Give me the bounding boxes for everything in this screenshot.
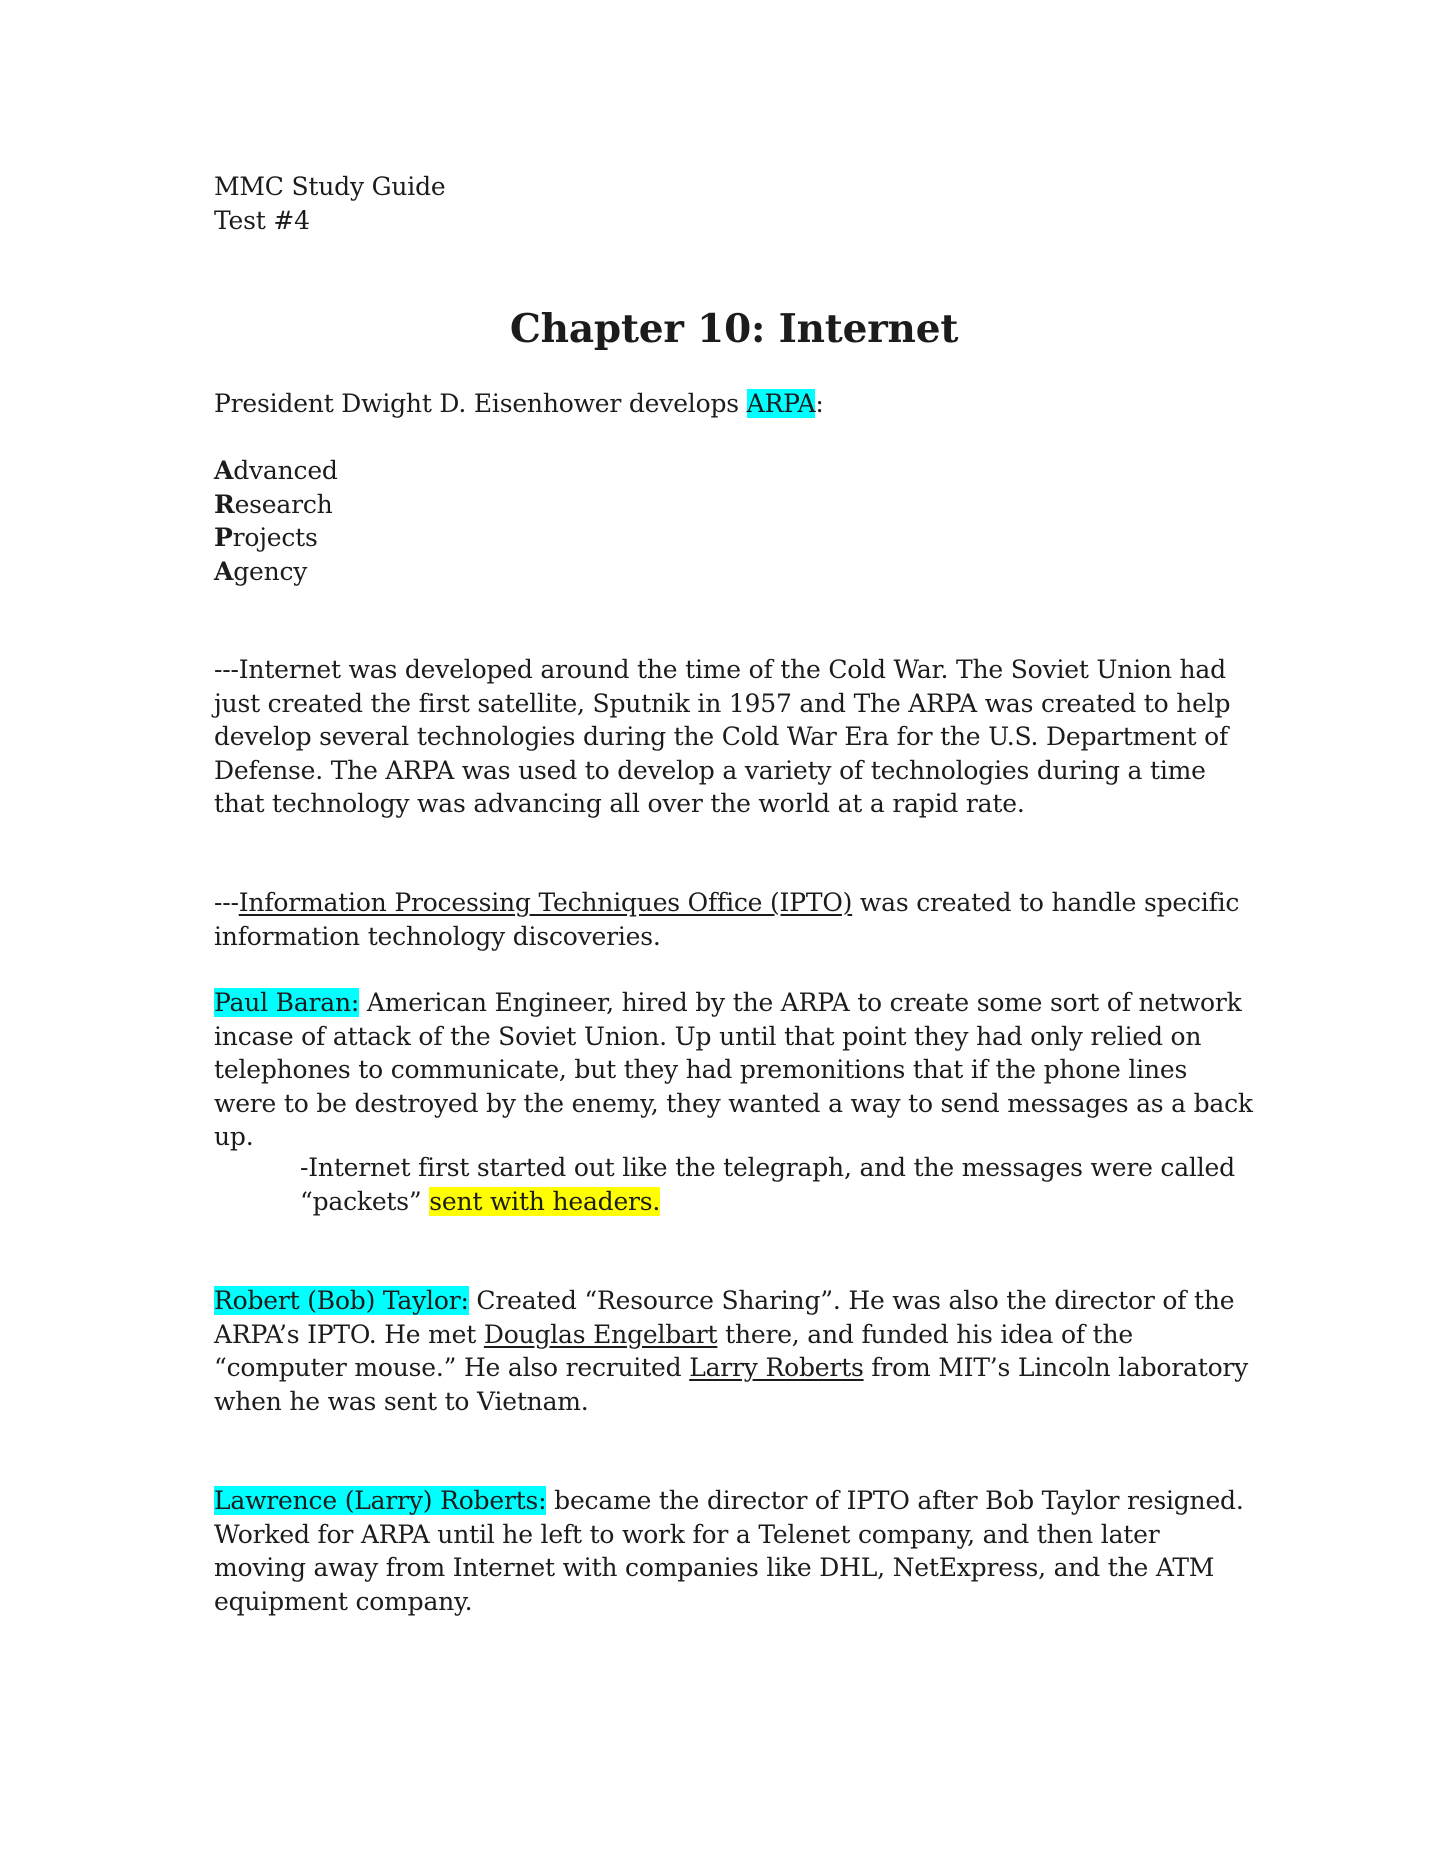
- intro-colon: :: [815, 389, 824, 418]
- ipto-text: was created to handle specific information technology discoveries.: [214, 888, 1240, 951]
- taylor-text-1: Created “Resource Sharing”. He was also the director of the ARPA’s IPTO. He met: [214, 1286, 1235, 1349]
- header-course: MMC Study Guide: [214, 172, 446, 201]
- roberts-text: became the director of IPTO after Bob Taylor resigned. Worked for ARPA until he left to work for a Telenet company, and then later moving away from Internet with companies like DHL, NetExpress, and the ATM equipment company.: [214, 1486, 1244, 1616]
- acronym-line: [214, 488, 1254, 522]
- intro-paragraph: [214, 387, 1254, 421]
- acronym-initial: A: [214, 456, 234, 485]
- roberts-paragraph: [214, 1484, 1254, 1618]
- taylor-paragraph: [214, 1284, 1254, 1418]
- ipto-prefix: ---: [214, 888, 239, 917]
- taylor-text-2: there, and funded his idea of the “computer mouse.” He also recruited: [214, 1319, 1133, 1382]
- acronym-list: [214, 454, 1254, 588]
- cold-war-paragraph: ---Internet was developed around the time of the Cold War. The Soviet Union had just created the first satellite, Sputnik in 1957 and The ARPA was created to help develop several technologies during the Cold War Era for the U.S. Department of Defense. The ARPA was used to develop a variety of technologies during a time that technology was advancing all over the world at a rapid rate.: [214, 655, 1231, 818]
- acronym-line: [214, 555, 1254, 589]
- acronym-rest: rojects: [232, 523, 318, 552]
- acronym-line: [214, 454, 1254, 488]
- ipto-paragraph: [214, 886, 1254, 953]
- acronym-initial: P: [214, 523, 233, 552]
- roberts-name-highlight: Lawrence (Larry) Roberts:: [214, 1486, 547, 1515]
- engelbart-underlined: Douglas Engelbart: [483, 1319, 718, 1349]
- acronym-initial: R: [214, 489, 235, 519]
- ipto-term: Information Processing Techniques Office (IPTO): [238, 888, 853, 917]
- acronym-initial: A: [214, 556, 234, 586]
- document-header: [214, 170, 1254, 237]
- baran-name-highlight: Paul Baran:: [214, 988, 360, 1017]
- packets-paragraph: [214, 1151, 1254, 1218]
- baran-text: American Engineer, hired by the ARPA to create some sort of network incase of attack of the Soviet Union. Up until that point they had only relied on telephones to communicate, but they had premonitions that if the phone lines were to be destroyed by the enemy, they wanted a way to send messages as a back up.: [214, 988, 1253, 1151]
- headers-highlight: sent with headers.: [429, 1186, 661, 1216]
- baran-paragraph: [214, 986, 1254, 1154]
- acronym-rest: dvanced: [233, 456, 338, 485]
- header-test: Test #4: [214, 205, 310, 235]
- acronym-line: [214, 521, 1254, 555]
- packets-text: -Internet first started out like the telegraph, and the messages were called “packets”: [300, 1153, 1235, 1216]
- arpa-highlight: ARPA: [746, 389, 816, 418]
- acronym-rest: esearch: [234, 489, 333, 519]
- chapter-title: Chapter 10: Internet: [509, 306, 959, 352]
- acronym-rest: gency: [233, 556, 308, 586]
- taylor-name-highlight: Robert (Bob) Taylor:: [214, 1286, 469, 1315]
- taylor-text-3: from MIT’s Lincoln laboratory when he was sent to Vietnam.: [214, 1353, 1249, 1416]
- intro-text: President Dwight D. Eisenhower develops: [214, 389, 747, 418]
- larry-roberts-underlined: Larry Roberts: [689, 1353, 864, 1382]
